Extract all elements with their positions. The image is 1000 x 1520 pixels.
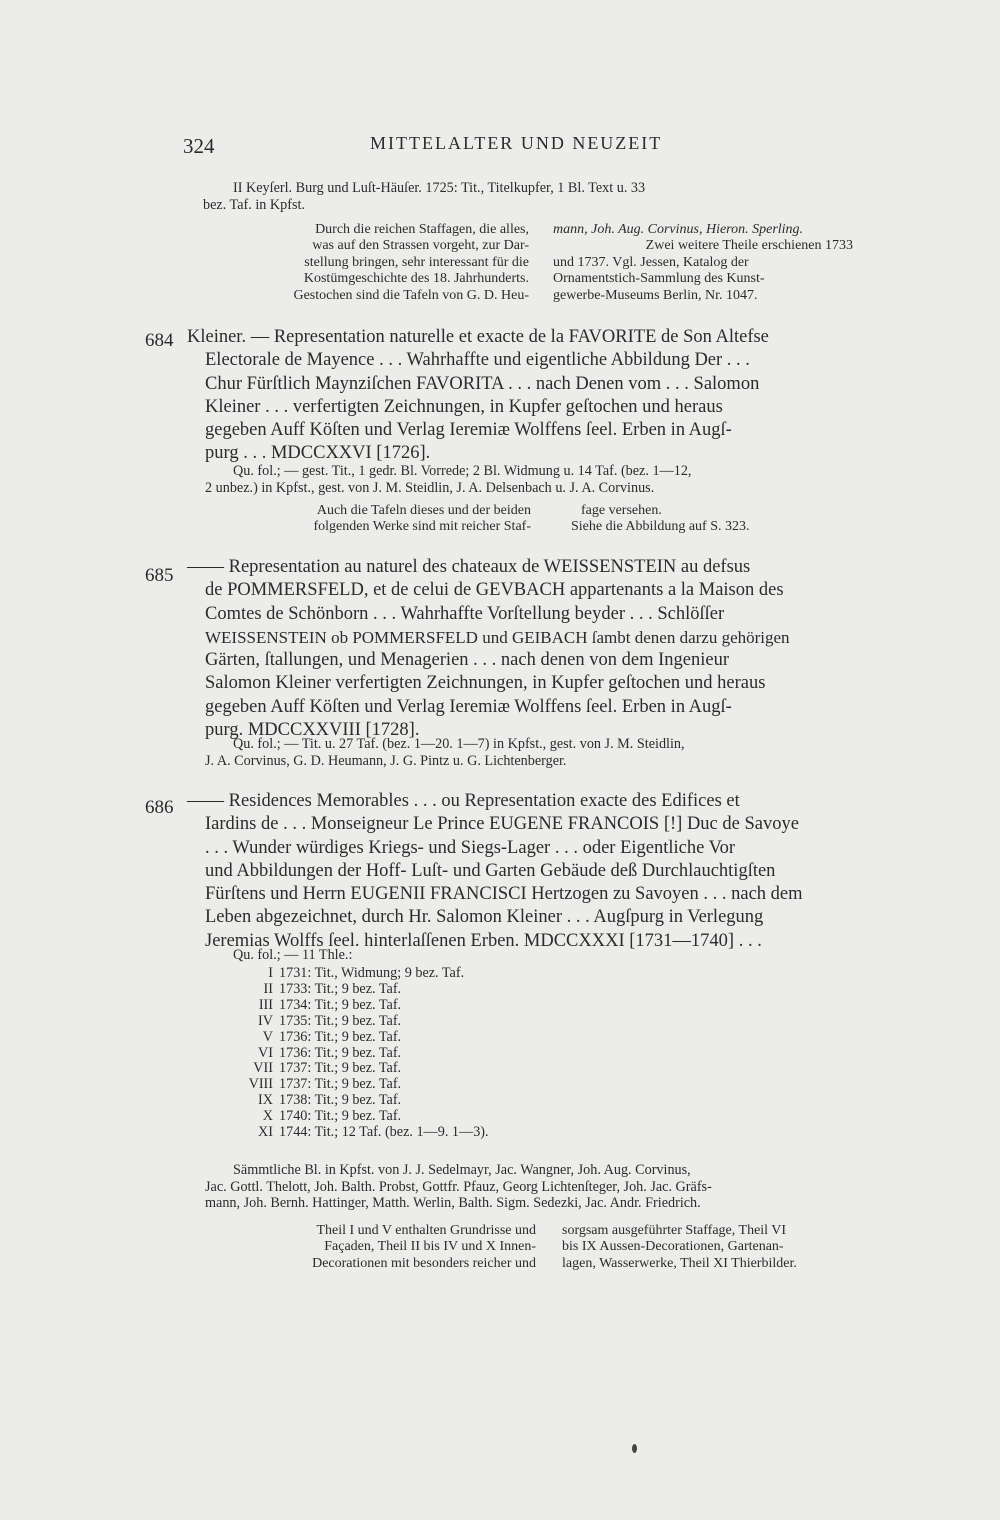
volume-details: 1731: Tit., Widmung; 9 bez. Taf. bbox=[279, 965, 465, 981]
note-line: fage versehen. bbox=[581, 503, 662, 518]
collation-line: J. A. Corvinus, G. D. Heumann, J. G. Pintz u. G. Lichtenberger. bbox=[205, 752, 567, 769]
note-line: sorgsam ausgeführter Staffage, Theil VI bbox=[562, 1223, 787, 1238]
title-line: gegeben Auff Köſten und Verlag Ieremiæ Wolffens ſeel. Erben in Augſ- bbox=[205, 696, 732, 717]
collation-line: 2 unbez.) in Kpfst., gest. von J. M. Steidlin, J. A. Delsenbach u. J. A. Corvinus. bbox=[205, 479, 655, 496]
note-line: Gestochen sind die Tafeln von G. D. Heu- bbox=[293, 287, 529, 303]
title-line: Electorale de Mayence . . . Wahrhaffte und eigentliche Abbildung Der . . . bbox=[205, 350, 750, 371]
volume-row bbox=[229, 1014, 489, 1030]
volume-number: XI bbox=[258, 1124, 273, 1141]
top-item-note-right bbox=[553, 222, 853, 304]
volume-row bbox=[229, 966, 489, 982]
title-line: purg. MDCCXXVIII [1728]. bbox=[205, 720, 420, 741]
volume-number: II bbox=[263, 980, 273, 997]
volume-row bbox=[229, 1109, 489, 1125]
note-line: Theil I und V enthalten Grundrisse und bbox=[316, 1223, 536, 1238]
collation-line: Qu. fol.; — gest. Tit., 1 gedr. Bl. Vorrede; 2 Bl. Widmung u. 14 Taf. (bez. 1—12, bbox=[233, 463, 692, 479]
title-line: Leben abgezeichnet, durch Hr. Salomon Kleiner . . . Augſpurg in Verlegung bbox=[205, 907, 764, 928]
entry-686-note-right bbox=[562, 1223, 862, 1272]
running-title: MITTELALTER UND NEUZEIT bbox=[370, 133, 663, 153]
volume-details: 1737: Tit.; 9 bez. Taf. bbox=[279, 1060, 402, 1077]
title-line: Kleiner. — Representation naturelle et exacte de la FAVORITE de Son Altefse bbox=[187, 327, 769, 347]
title-line: Kleiner . . . verfertigten Zeichnungen, in Kupfer geſtochen und heraus bbox=[205, 396, 723, 417]
top-item-line: bez. Taf. in Kpfst. bbox=[203, 197, 305, 213]
volume-number: I bbox=[268, 965, 273, 981]
title-line: Gärten, ſtallungen, und Menagerien . . . nach denen von dem Ingenieur bbox=[205, 650, 729, 671]
volume-number: IX bbox=[258, 1092, 273, 1109]
volume-details: 1738: Tit.; 9 bez. Taf. bbox=[279, 1092, 402, 1109]
note-line: Decorationen mit besonders reicher und bbox=[312, 1255, 536, 1271]
volume-number: VIII bbox=[248, 1076, 273, 1093]
note-line: und 1737. Vgl. Jessen, Katalog der bbox=[553, 254, 749, 270]
volume-row bbox=[229, 1046, 489, 1062]
note-line: was auf den Strassen vorgeht, zur Dar- bbox=[312, 238, 529, 254]
title-line: . . . Wunder würdiges Kriegs- und Siegs-Lager . . . oder Eigentliche Vor bbox=[205, 837, 735, 858]
entry-684-collation bbox=[205, 463, 691, 496]
entry-number: 685 bbox=[145, 565, 174, 586]
title-line: WEISSENSTEIN ob POMMERSFELD und GEIBACH ſambt denen darzu gehörigen bbox=[205, 627, 790, 647]
entry-685-collation bbox=[205, 736, 685, 769]
entry-686-collation-intro: Qu. fol.; — 11 Thle.: bbox=[233, 947, 353, 963]
volume-row bbox=[229, 998, 489, 1014]
engraver-line: Jac. Gottl. Thelott, Joh. Balth. Probst, Gottfr. Pfauz, Georg Lichtenſteger, Joh. Jac. Gräfs- bbox=[205, 1178, 712, 1195]
volume-row bbox=[229, 1077, 489, 1093]
volume-number: III bbox=[258, 996, 273, 1013]
collation-line: Qu. fol.; — Tit. u. 27 Taf. (bez. 1—20. 1—7) in Kpfst., gest. von J. M. Steidlin, bbox=[233, 736, 685, 752]
title-line: Comtes de Schönborn . . . Wahrhaffte Vorſtellung beyder . . . Schlöſſer bbox=[205, 603, 725, 624]
entry-686-note-left bbox=[233, 1223, 536, 1272]
entry-685-title bbox=[187, 556, 790, 742]
entry-number: 686 bbox=[145, 797, 174, 818]
page-number: 324 bbox=[183, 134, 215, 158]
volume-details: 1735: Tit.; 9 bez. Taf. bbox=[279, 1012, 402, 1029]
volume-details: 1733: Tit.; 9 bez. Taf. bbox=[279, 980, 402, 997]
volume-number: IV bbox=[258, 1012, 273, 1029]
volume-list bbox=[229, 966, 489, 1141]
volume-row bbox=[229, 1125, 489, 1141]
note-line: Auch die Tafeln dieses und der beiden bbox=[316, 503, 531, 518]
note-line: gewerbe-Museums Berlin, Nr. 1047. bbox=[553, 287, 758, 303]
entry-686-engravers bbox=[205, 1162, 712, 1212]
title-line: Chur Fürſtlich Maynziſchen FAVORITA . . . nach Denen vom . . . Salomon bbox=[205, 373, 760, 394]
volume-details: 1736: Tit.; 9 bez. Taf. bbox=[279, 1028, 402, 1045]
volume-row bbox=[229, 982, 489, 998]
volume-details: 1734: Tit.; 9 bez. Taf. bbox=[279, 996, 402, 1013]
volume-details: 1744: Tit.; 12 Taf. (bez. 1—9. 1—3). bbox=[279, 1124, 489, 1141]
engraver-line: mann, Joh. Bernh. Hattinger, Matth. Werlin, Balth. Sigm. Sedezki, Jac. Andr. Friedrich. bbox=[205, 1195, 701, 1212]
volume-details: 1737: Tit.; 9 bez. Taf. bbox=[279, 1076, 402, 1093]
note-line: bis IX Aussen-Decorationen, Gartenan- bbox=[562, 1239, 784, 1255]
top-item-note-left bbox=[233, 222, 529, 304]
note-line: Façaden, Theil II bis IV und X Innen- bbox=[324, 1239, 536, 1255]
title-line: —— Residences Memorables . . . ou Representation exacte des Edifices et bbox=[187, 791, 740, 811]
title-line: Salomon Kleiner verfertigten Zeichnungen, in Kupfer geſtochen und heraus bbox=[205, 673, 766, 694]
note-line: Zwei weitere Theile erschienen 1733 bbox=[645, 238, 853, 254]
entry-686-title bbox=[187, 790, 803, 953]
title-line: Jeremias Wolffs ſeel. hinterlaſſenen Erben. MDCCXXXI [1731—1740] . . . bbox=[205, 930, 762, 951]
title-line: Fürſtens und Herrn EUGENII FRANCISCI Hertzogen zu Savoyen . . . nach dem bbox=[205, 884, 803, 905]
note-line: folgenden Werke sind mit reicher Staf- bbox=[313, 519, 531, 535]
note-line: mann, Joh. Aug. Corvinus, Hieron. Sperling. bbox=[553, 222, 804, 237]
note-line: Siehe die Abbildung auf S. 323. bbox=[571, 519, 750, 535]
title-line: purg . . . MDCCXXVI [1726]. bbox=[205, 443, 431, 464]
volume-row bbox=[229, 1093, 489, 1109]
note-line: lagen, Wasserwerke, Theil XI Thierbilder. bbox=[562, 1255, 797, 1271]
volume-number: X bbox=[262, 1108, 273, 1125]
volume-row bbox=[229, 1061, 489, 1077]
volume-number: V bbox=[262, 1028, 273, 1045]
engraver-line: Sämmtliche Bl. in Kpfst. von J. J. Sedelmayr, Jac. Wangner, Joh. Aug. Corvinus, bbox=[233, 1162, 691, 1178]
note-line: stellung bringen, sehr interessant für die bbox=[304, 254, 529, 270]
ink-spot bbox=[632, 1444, 637, 1453]
volume-row bbox=[229, 1030, 489, 1046]
volume-details: 1736: Tit.; 9 bez. Taf. bbox=[279, 1044, 402, 1061]
volume-number: VII bbox=[253, 1060, 273, 1077]
entry-684-title bbox=[187, 326, 769, 466]
title-line: gegeben Auff Köſten und Verlag Ieremiæ Wolffens ſeel. Erben in Augſ- bbox=[205, 420, 732, 441]
entry-number: 684 bbox=[145, 330, 174, 351]
entry-684-note-right bbox=[567, 503, 827, 536]
top-item-line: II Keyſerl. Burg und Luſt-Häuſer. 1725: Tit., Titelkupfer, 1 Bl. Text u. 33 bbox=[233, 180, 646, 196]
entry-684-note-left bbox=[233, 503, 531, 536]
note-line: Durch die reichen Staffagen, die alles, bbox=[315, 222, 529, 237]
note-line: Ornamentstich-Sammlung des Kunst- bbox=[553, 271, 765, 287]
title-line: und Abbildungen der Hoff- Luſt- und Garten Gebäude deß Durchlauchtigſten bbox=[205, 860, 776, 881]
title-line: de POMMERSFELD, et de celui de GEVBACH appartenants a la Maison des bbox=[205, 580, 784, 601]
note-line: Kostümgeschichte des 18. Jahrhunderts. bbox=[303, 271, 529, 287]
volume-number: VI bbox=[258, 1044, 273, 1061]
volume-details: 1740: Tit.; 9 bez. Taf. bbox=[279, 1108, 402, 1125]
title-line: —— Representation au naturel des chateaux de WEISSENSTEIN au defsus bbox=[187, 557, 751, 577]
title-line: Iardins de . . . Monseigneur Le Prince EUGENE FRANCOIS [!] Duc de Savoye bbox=[205, 814, 799, 835]
